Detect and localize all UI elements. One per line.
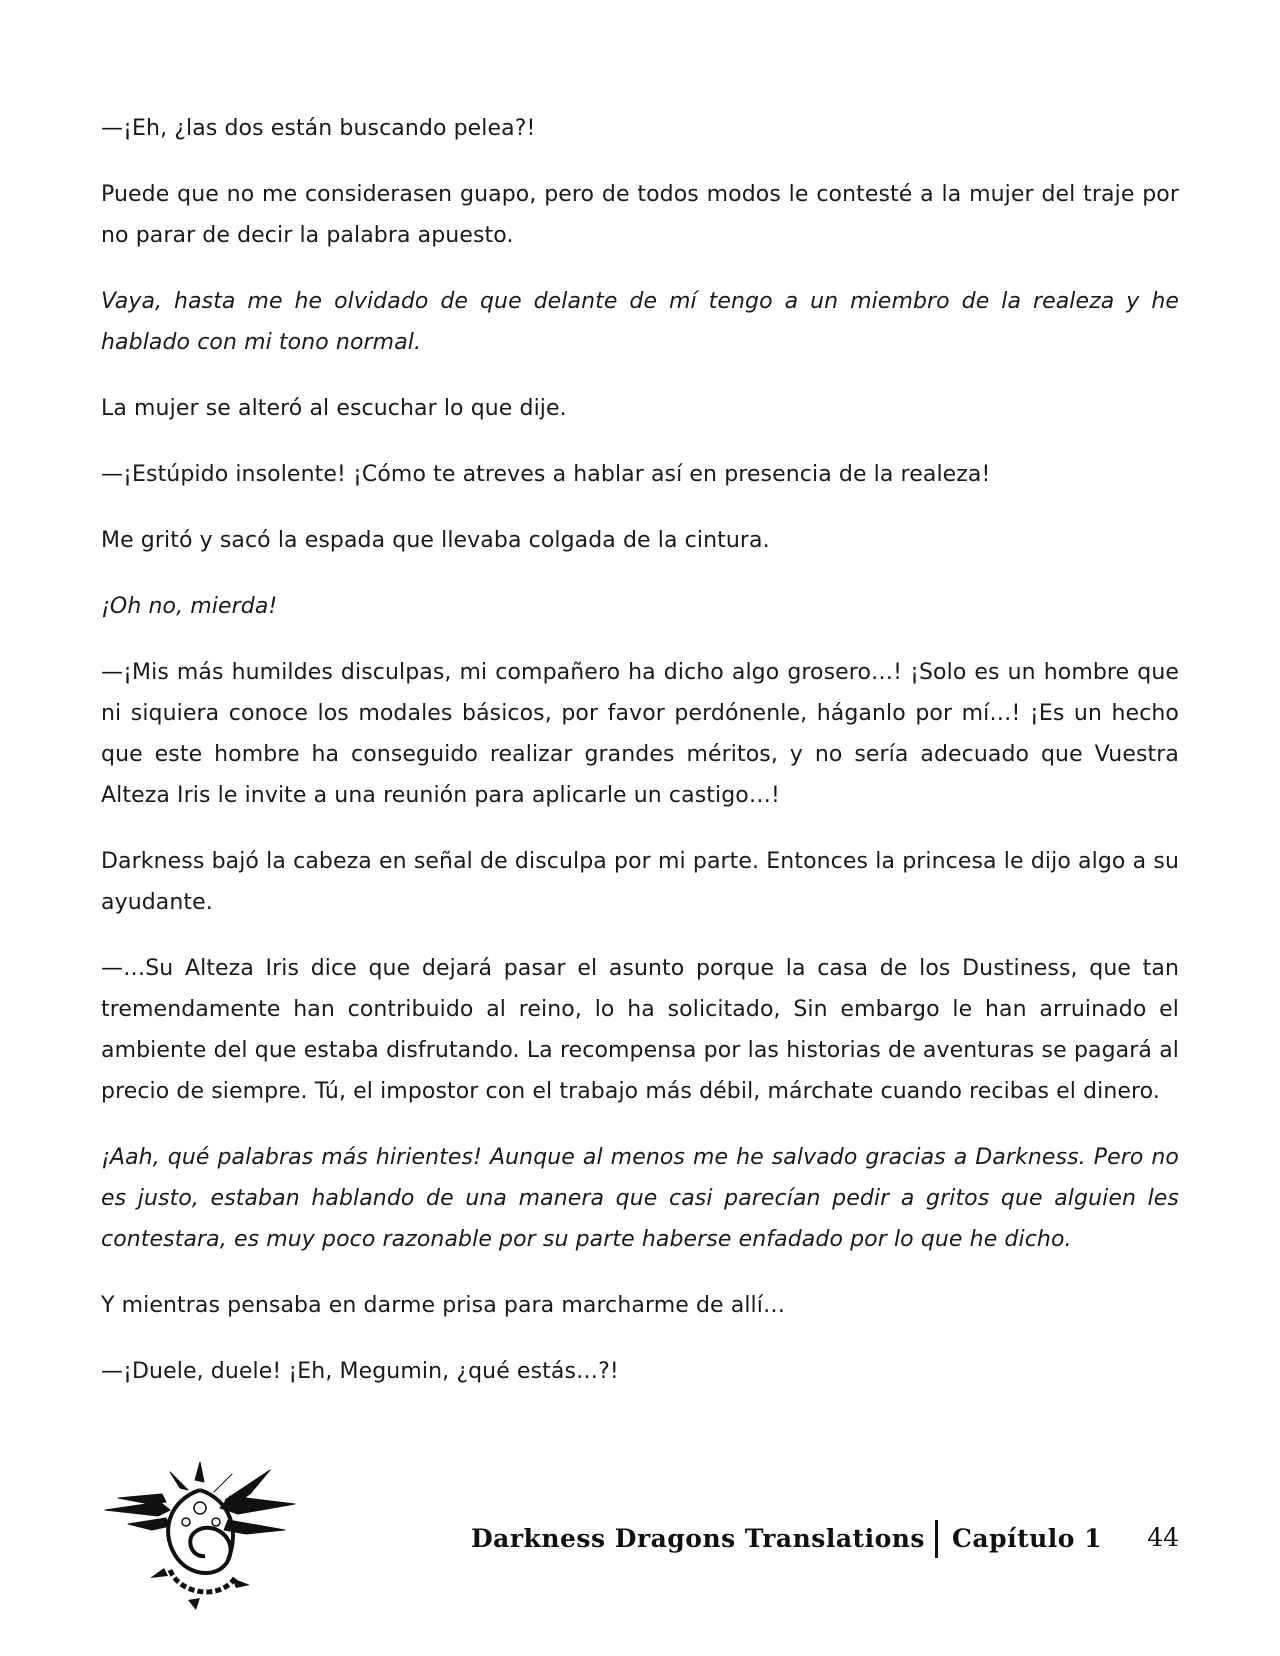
paragraph: —¡Mis más humildes disculpas, mi compañero ha dicho algo grosero…! ¡Solo es un hombre que ni siquiera conoce los modales básicos, por favor perdónenle, háganlo por mí…! ¡Es un hecho que este hombre ha conseguido realizar grandes méritos, y no sería adecuado que Vuestra Alteza Iris le invite a una reunión para aplicarle un castigo…!	[101, 660, 1179, 808]
paragraph: —¡Eh, ¿las dos están buscando pelea?!	[101, 116, 536, 141]
paragraph: Puede que no me considerasen guapo, pero de todos modos le contesté a la mujer del traje por no parar de decir la palabra apuesto.	[101, 182, 1179, 248]
page-body	[101, 108, 1179, 1417]
paragraph: —¡Duele, duele! ¡Eh, Megumin, ¿qué estás…?!	[101, 1359, 619, 1384]
paragraph-italic: ¡Oh no, mierda!	[101, 594, 278, 619]
footer-title: Darkness Dragons Translations	[470, 1524, 925, 1553]
footer-chapter: Capítulo 1	[952, 1524, 1103, 1553]
paragraph-italic: Vaya, hasta me he olvidado de que delante de mí tengo a un miembro de la realeza y he hablado con mi tono normal.	[101, 289, 1179, 355]
paragraph-italic: ¡Aah, qué palabras más hirientes! Aunque al menos me he salvado gracias a Darkness. Pero no es justo, estaban hablando de una manera que casi parecían pedir a gritos que alguien les contestara, es muy poco razonable por su parte haberse enfadado por lo que he dicho.	[101, 1145, 1179, 1252]
paragraph: Me gritó y sacó la espada que llevaba colgada de la cintura.	[101, 528, 770, 553]
paragraph: —…Su Alteza Iris dice que dejará pasar el asunto porque la casa de los Dustiness, que tan tremendamente han contribuido al reino, lo ha solicitado, Sin embargo le han arruinado el ambiente del que estaba disfrutando. La recompensa por las historias de aventuras se pagará al precio de siempre. Tú, el impostor con el trabajo más débil, márchate cuando recibas el dinero.	[101, 956, 1179, 1104]
paragraph: Y mientras pensaba en darme prisa para marcharme de allí…	[101, 1293, 786, 1318]
paragraph: Darkness bajó la cabeza en señal de disculpa por mi parte. Entonces la princesa le dijo algo a su ayudante.	[101, 849, 1179, 915]
paragraph: —¡Estúpido insolente! ¡Cómo te atreves a hablar así en presencia de la realeza!	[101, 462, 991, 487]
page-footer	[0, 1460, 1280, 1620]
paragraph: La mujer se alteró al escuchar lo que dije.	[101, 396, 567, 421]
page-number: 44	[1147, 1523, 1179, 1552]
footer-divider	[935, 1520, 938, 1558]
dragon-logo-icon	[100, 1460, 300, 1610]
